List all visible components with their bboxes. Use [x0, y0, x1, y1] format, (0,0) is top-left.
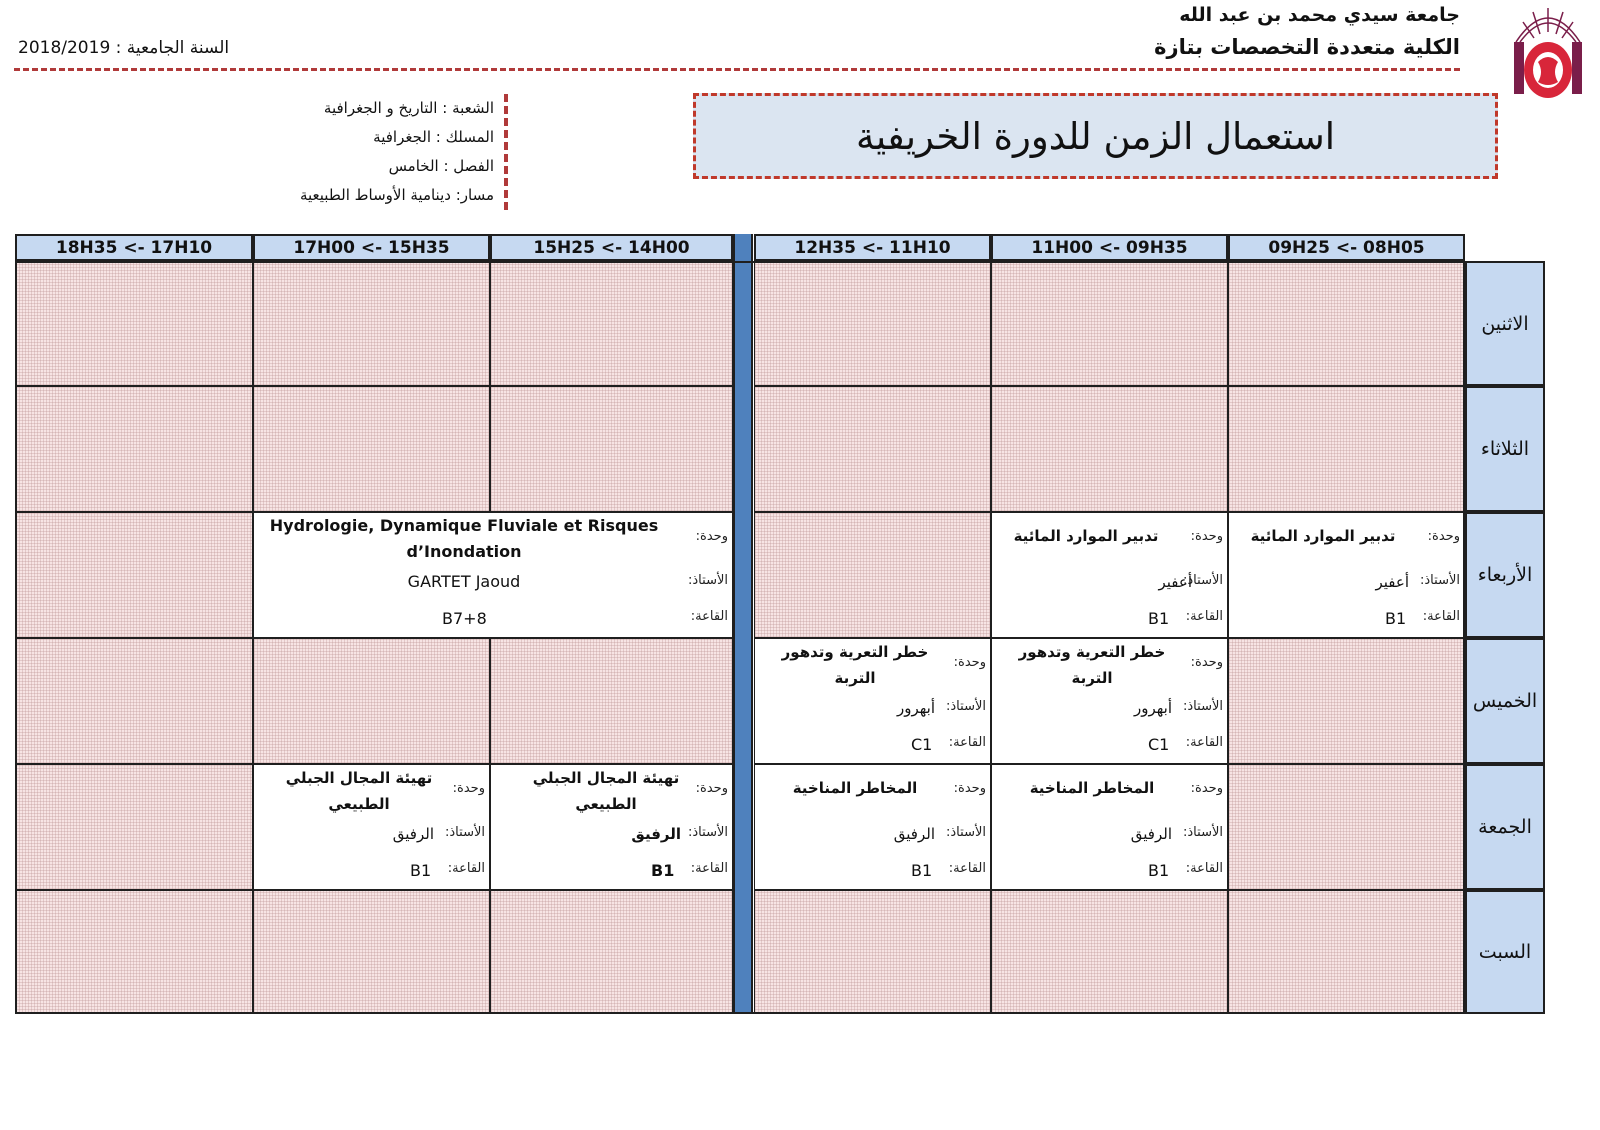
time-slot-4: 15H25 <- 14H00 [490, 234, 733, 261]
unit-label: وحدة: [695, 529, 728, 544]
slot-tue-3 [754, 386, 991, 512]
slot-sat-1 [1228, 890, 1465, 1014]
course-room: B7+8 [442, 609, 487, 628]
unit-label: وحدة: [953, 655, 986, 670]
unit-label: وحدة: [1427, 529, 1460, 544]
course-fri-mountain-4 [490, 764, 733, 890]
slot-mon-6 [15, 261, 253, 386]
professor-label: الأستاذ: [1183, 825, 1223, 840]
slot-mon-3 [754, 261, 991, 386]
unit-label: وحدة: [953, 781, 986, 796]
page-title: استعمال الزمن للدورة الخريفية [693, 93, 1498, 179]
course-professor: أعفير [1158, 573, 1192, 591]
time-slot-2: 11H00 <- 09H35 [991, 234, 1228, 261]
course-room: B1 [911, 861, 933, 880]
course-wed-water-1 [1228, 512, 1465, 638]
day-wednesday: الأربعاء [1465, 512, 1545, 638]
unit-label: وحدة: [1190, 529, 1223, 544]
course-room: C1 [1148, 735, 1170, 754]
room-label: القاعة: [690, 609, 728, 624]
course-unit: خطر التعرية وتدهور التربة [1018, 643, 1166, 687]
unit-label: وحدة: [452, 781, 485, 796]
course-professor: الرفيق [631, 825, 681, 843]
break-separator [733, 234, 753, 1014]
course-room: B1 [1385, 609, 1407, 628]
course-professor: أبهرور [896, 699, 935, 717]
professor-label: الأستاذ: [1420, 573, 1460, 588]
slot-thu-6 [15, 638, 253, 764]
room-label: القاعة: [1422, 609, 1460, 624]
slot-mon-5 [253, 261, 490, 386]
course-room: B1 [651, 861, 675, 880]
time-slot-5: 17H00 <- 15H35 [253, 234, 490, 261]
professor-label: الأستاذ: [1183, 573, 1223, 588]
course-professor: أعفير [1375, 573, 1409, 591]
slot-wed-6 [15, 512, 253, 638]
professor-label: الأستاذ: [946, 699, 986, 714]
slot-thu-1 [1228, 638, 1465, 764]
slot-mon-1 [1228, 261, 1465, 386]
course-professor: الرفيق [1130, 825, 1172, 843]
course-room: B1 [410, 861, 432, 880]
course-unit: تدبير الموارد المائية [1250, 527, 1396, 545]
professor-label: الأستاذ: [445, 825, 485, 840]
slot-sat-5 [253, 890, 490, 1014]
room-label: القاعة: [948, 861, 986, 876]
professor-label: الأستاذ: [946, 825, 986, 840]
slot-tue-5 [253, 386, 490, 512]
semester-line: الفصل : الخامس [388, 157, 494, 175]
course-unit: خطر التعرية وتدهور التربة [781, 643, 929, 687]
day-tuesday: الثلاثاء [1465, 386, 1545, 512]
course-room: C1 [911, 735, 933, 754]
course-thu-erosion-2 [991, 638, 1228, 764]
course-unit: تهيئة المجال الجبلي الطبيعي [285, 769, 433, 813]
room-label: القاعة: [1185, 735, 1223, 750]
course-professor: الرفيق [392, 825, 434, 843]
university-name: جامعة سيدي محمد بن عبد الله [1179, 4, 1460, 26]
track-line: مسار: دينامية الأوساط الطبيعية [299, 186, 494, 204]
slot-sat-6 [15, 890, 253, 1014]
time-slot-1: 09H25 <- 08H05 [1228, 234, 1465, 261]
slot-thu-4 [490, 638, 733, 764]
course-fri-climate-3 [754, 764, 991, 890]
slot-tue-4 [490, 386, 733, 512]
academic-year: السنة الجامعية : 2018/2019 [18, 38, 230, 58]
university-logo-icon [1508, 2, 1588, 102]
course-room: B1 [1148, 861, 1170, 880]
professor-label: الأستاذ: [688, 573, 728, 588]
slot-mon-2 [991, 261, 1228, 386]
slot-tue-6 [15, 386, 253, 512]
slot-fri-6 [15, 764, 253, 890]
header-divider [14, 68, 1460, 71]
room-label: القاعة: [948, 735, 986, 750]
course-unit: تهيئة المجال الجبلي الطبيعي [532, 769, 680, 813]
slot-thu-5 [253, 638, 490, 764]
room-label: القاعة: [1185, 861, 1223, 876]
slot-tue-2 [991, 386, 1228, 512]
slot-tue-1 [1228, 386, 1465, 512]
course-professor: الرفيق [893, 825, 935, 843]
slot-sat-3 [754, 890, 991, 1014]
room-label: القاعة: [447, 861, 485, 876]
slot-mon-4 [490, 261, 733, 386]
room-label: القاعة: [1185, 609, 1223, 624]
course-unit: تدبير الموارد المائية [1013, 527, 1159, 545]
time-slot-3: 12H35 <- 11H10 [754, 234, 991, 261]
unit-label: وحدة: [695, 781, 728, 796]
slot-fri-1 [1228, 764, 1465, 890]
faculty-name: الكلية متعددة التخصصات بتازة [1154, 35, 1460, 59]
day-monday: الاثنين [1465, 261, 1545, 386]
course-fri-mountain-5 [253, 764, 490, 890]
program-line: المسلك : الجغرافية [373, 128, 494, 146]
course-unit: المخاطر المناخية [792, 779, 918, 797]
time-slot-6: 18H35 <- 17H10 [15, 234, 253, 261]
course-wed-hydrology [253, 512, 733, 638]
day-friday: الجمعة [1465, 764, 1545, 890]
professor-label: الأستاذ: [688, 825, 728, 840]
program-info [164, 94, 508, 210]
unit-label: وحدة: [1190, 655, 1223, 670]
slot-wed-3 [754, 512, 991, 638]
course-unit: المخاطر المناخية [1029, 779, 1155, 797]
slot-sat-2 [991, 890, 1228, 1014]
course-fri-climate-2 [991, 764, 1228, 890]
course-professor: أبهرور [1133, 699, 1172, 717]
course-unit: Hydrologie, Dynamique Fluviale et Risques d’Inondation [269, 516, 659, 561]
slot-sat-4 [490, 890, 733, 1014]
department-line: الشعبة : التاريخ و الجغرافية [323, 99, 494, 117]
timetable [15, 234, 1582, 1039]
course-room: B1 [1148, 609, 1170, 628]
course-wed-water-2 [991, 512, 1228, 638]
professor-label: الأستاذ: [1183, 699, 1223, 714]
course-thu-erosion-3 [754, 638, 991, 764]
unit-label: وحدة: [1190, 781, 1223, 796]
room-label: القاعة: [690, 861, 728, 876]
day-saturday: السبت [1465, 890, 1545, 1014]
day-thursday: الخميس [1465, 638, 1545, 764]
course-professor: GARTET Jaoud [407, 572, 521, 591]
